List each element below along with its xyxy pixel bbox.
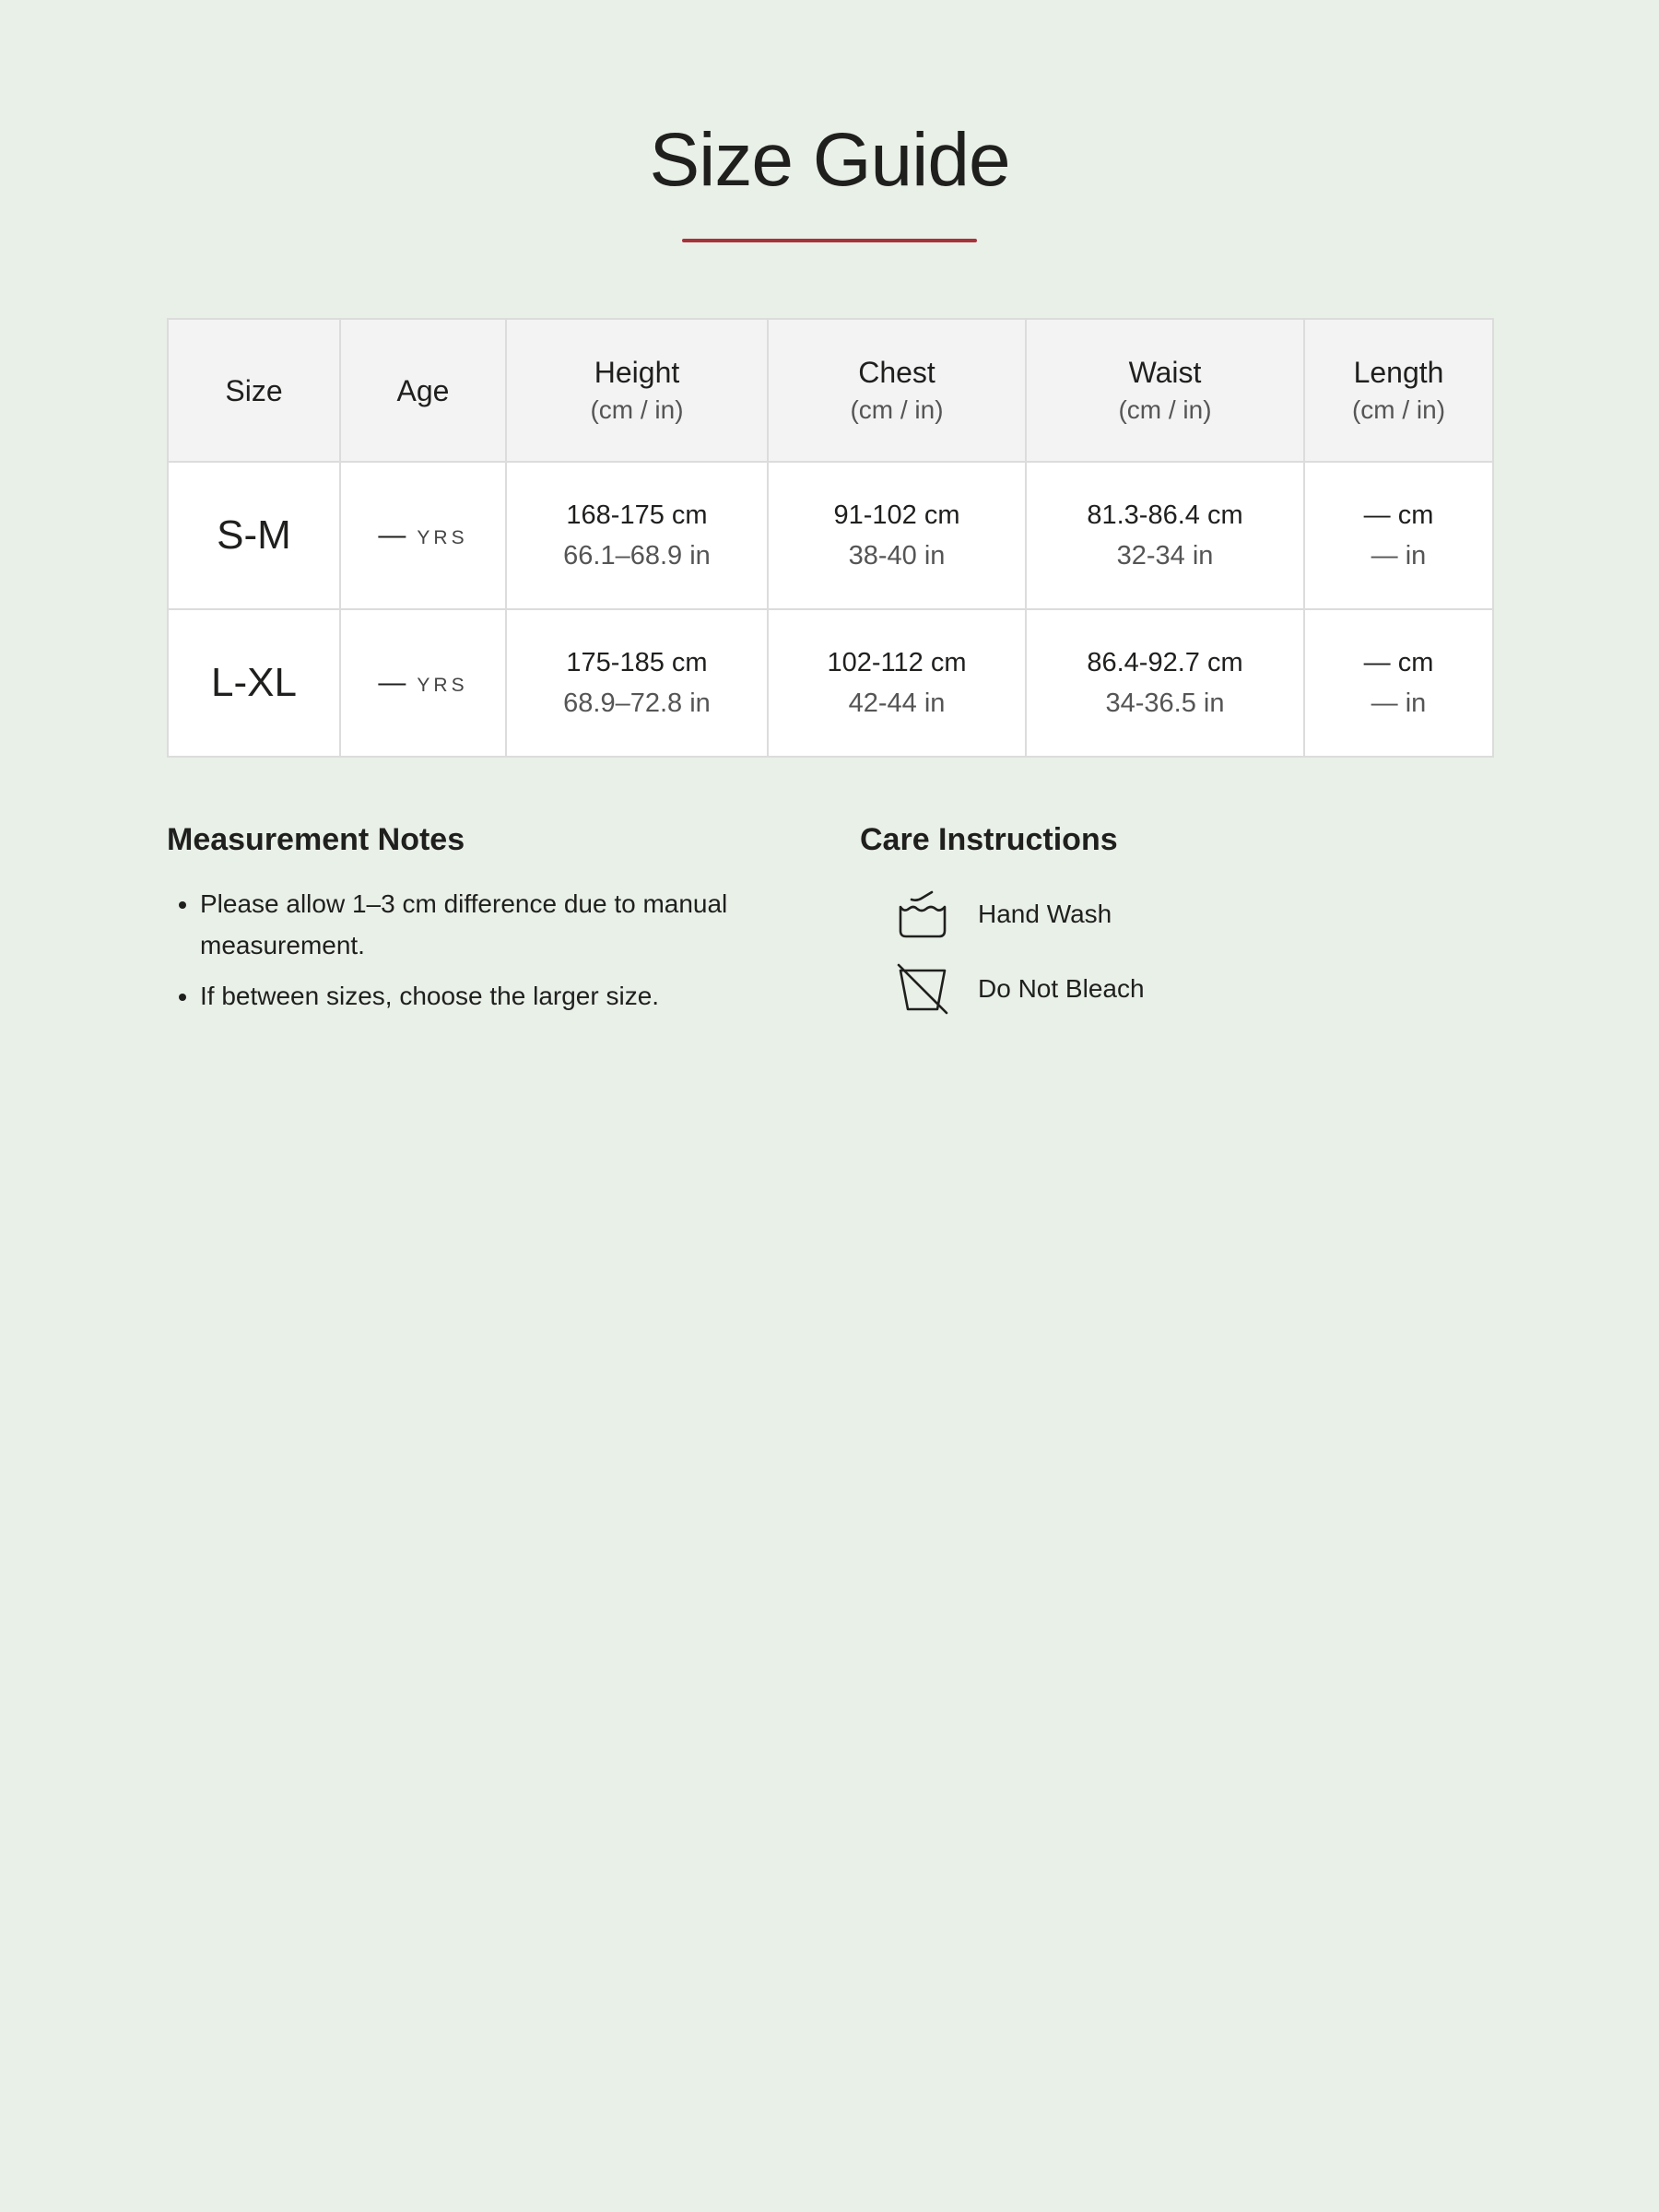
- chest-in: 42-44 in: [848, 688, 946, 718]
- table-row: [168, 609, 1493, 757]
- header-label: Age: [396, 373, 450, 407]
- size-cell: S-M: [168, 462, 340, 609]
- height-cm: 175-185 cm: [566, 648, 708, 677]
- care-label: Hand Wash: [978, 900, 1112, 928]
- header-label: Waist: [1128, 355, 1202, 389]
- length-in: — in: [1371, 541, 1427, 571]
- care-label: Do Not Bleach: [978, 974, 1145, 1003]
- waist-in: 32-34 in: [1116, 541, 1214, 571]
- height-cell: [506, 609, 768, 757]
- waist-cell: [1026, 462, 1304, 609]
- age-cell: [340, 462, 506, 609]
- chest-in: 38-40 in: [848, 541, 946, 571]
- length-cell: [1304, 462, 1493, 609]
- chest-cell: [768, 609, 1026, 757]
- do-not-bleach-icon: [897, 963, 948, 1015]
- header-row: [168, 319, 1493, 462]
- length-cm: — cm: [1363, 648, 1434, 677]
- list-item: • If between sizes, choose the larger size.: [200, 975, 812, 1017]
- care-title: Care Instructions: [860, 822, 1118, 857]
- table-header: [168, 319, 1493, 462]
- age-unit: YRS: [417, 527, 468, 548]
- title-underline: [682, 239, 977, 242]
- age-value: —: [378, 667, 406, 698]
- page-title: Size Guide: [649, 118, 1010, 202]
- header-length: [1304, 319, 1493, 462]
- length-in: — in: [1371, 688, 1427, 718]
- header-age: [340, 319, 506, 462]
- age-unit: YRS: [417, 675, 468, 696]
- age-value: —: [378, 520, 406, 550]
- height-in: 68.9–72.8 in: [563, 688, 711, 718]
- height-in: 66.1–68.9 in: [563, 541, 711, 571]
- waist-cm: 86.4-92.7 cm: [1087, 648, 1243, 677]
- hand-wash-icon: [897, 888, 948, 940]
- height-cell: [506, 462, 768, 609]
- size-cell: L-XL: [168, 609, 340, 757]
- size-table: [167, 318, 1494, 758]
- header-height: [506, 319, 768, 462]
- length-cell: [1304, 609, 1493, 757]
- list-item: • Please allow 1–3 cm difference due to manual measurement.: [200, 883, 812, 966]
- header-unit: (cm / in): [1351, 394, 1446, 424]
- header-label: Size: [225, 373, 283, 407]
- waist-in: 34-36.5 in: [1105, 688, 1225, 718]
- header-unit: (cm / in): [1118, 394, 1212, 424]
- care-instructions: [860, 817, 1459, 1032]
- notes-list: [167, 883, 812, 1017]
- header-size: [168, 319, 340, 462]
- header-label: Chest: [858, 355, 935, 389]
- header-chest: [768, 319, 1026, 462]
- age-cell: [340, 609, 506, 757]
- chest-cell: [768, 462, 1026, 609]
- header-waist: [1026, 319, 1304, 462]
- header-unit: (cm / in): [590, 394, 684, 424]
- chest-cm: 102-112 cm: [827, 648, 967, 677]
- care-item-hand-wash: [860, 883, 1459, 946]
- length-cm: — cm: [1363, 500, 1434, 530]
- table-row: [168, 462, 1493, 609]
- measurement-notes: [167, 817, 812, 1026]
- header-label: Length: [1353, 355, 1444, 389]
- waist-cm: 81.3-86.4 cm: [1087, 500, 1243, 530]
- notes-title: Measurement Notes: [167, 822, 465, 857]
- care-item-do-not-bleach: [860, 958, 1459, 1020]
- header-unit: (cm / in): [850, 394, 944, 424]
- waist-cell: [1026, 609, 1304, 757]
- chest-cm: 91-102 cm: [833, 500, 960, 530]
- height-cm: 168-175 cm: [566, 500, 708, 530]
- header-label: Height: [594, 355, 680, 389]
